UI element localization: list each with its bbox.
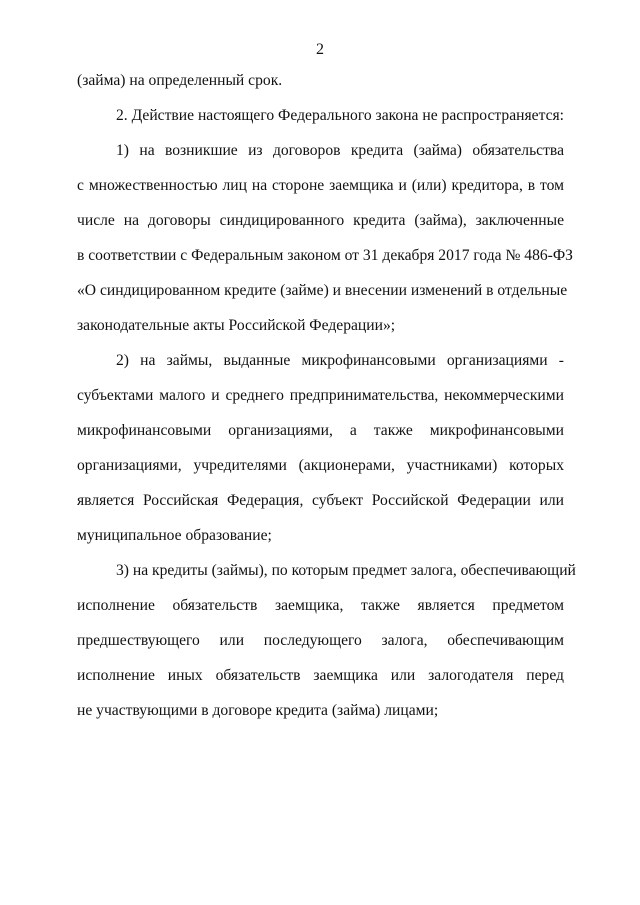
text-line: 3) на кредиты (займы), по которым предмет залога, обеспечивающий bbox=[116, 562, 576, 579]
text-line: предшествующего или последующего залога, обеспечивающим bbox=[77, 632, 564, 649]
text-line: законодательные акты Российской Федерации»; bbox=[77, 317, 396, 334]
text-line: исполнение иных обязательств заемщика или залогодателя перед bbox=[77, 667, 564, 684]
page-number: 2 bbox=[316, 41, 324, 58]
text-line: является Российская Федерация, субъект Российской Федерации или bbox=[77, 492, 564, 509]
text-line: исполнение обязательств заемщика, также является предметом bbox=[77, 597, 564, 614]
text-line: 1) на возникшие из договоров кредита (займа) обязательства bbox=[116, 142, 564, 159]
text-line: микрофинансовыми организациями, а также микрофинансовыми bbox=[77, 422, 564, 439]
text-line: в соответствии с Федеральным законом от 31 декабря 2017 года № 486-ФЗ bbox=[77, 247, 573, 264]
text-line: числе на договоры синдицированного кредита (займа), заключенные bbox=[77, 212, 564, 229]
text-line: «О синдицированном кредите (займе) и внесении изменений в отдельные bbox=[77, 282, 568, 299]
section-heading: 2. Действие настоящего Федерального закона не распространяется: bbox=[116, 107, 565, 124]
text-line: субъектами малого и среднего предпринимательства, некоммерческими bbox=[77, 387, 564, 404]
text-line: организациями, учредителями (акционерами, участниками) которых bbox=[77, 457, 564, 474]
text-line: (займа) на определенный срок. bbox=[77, 72, 283, 89]
text-line: муниципальное образование; bbox=[77, 527, 272, 544]
text-line: не участвующими в договоре кредита (займа) лицами; bbox=[77, 702, 439, 719]
text-line: 2) на займы, выданные микрофинансовыми организациями - bbox=[116, 352, 564, 369]
text-line: с множественностью лиц на стороне заемщика и (или) кредитора, в том bbox=[77, 177, 564, 194]
